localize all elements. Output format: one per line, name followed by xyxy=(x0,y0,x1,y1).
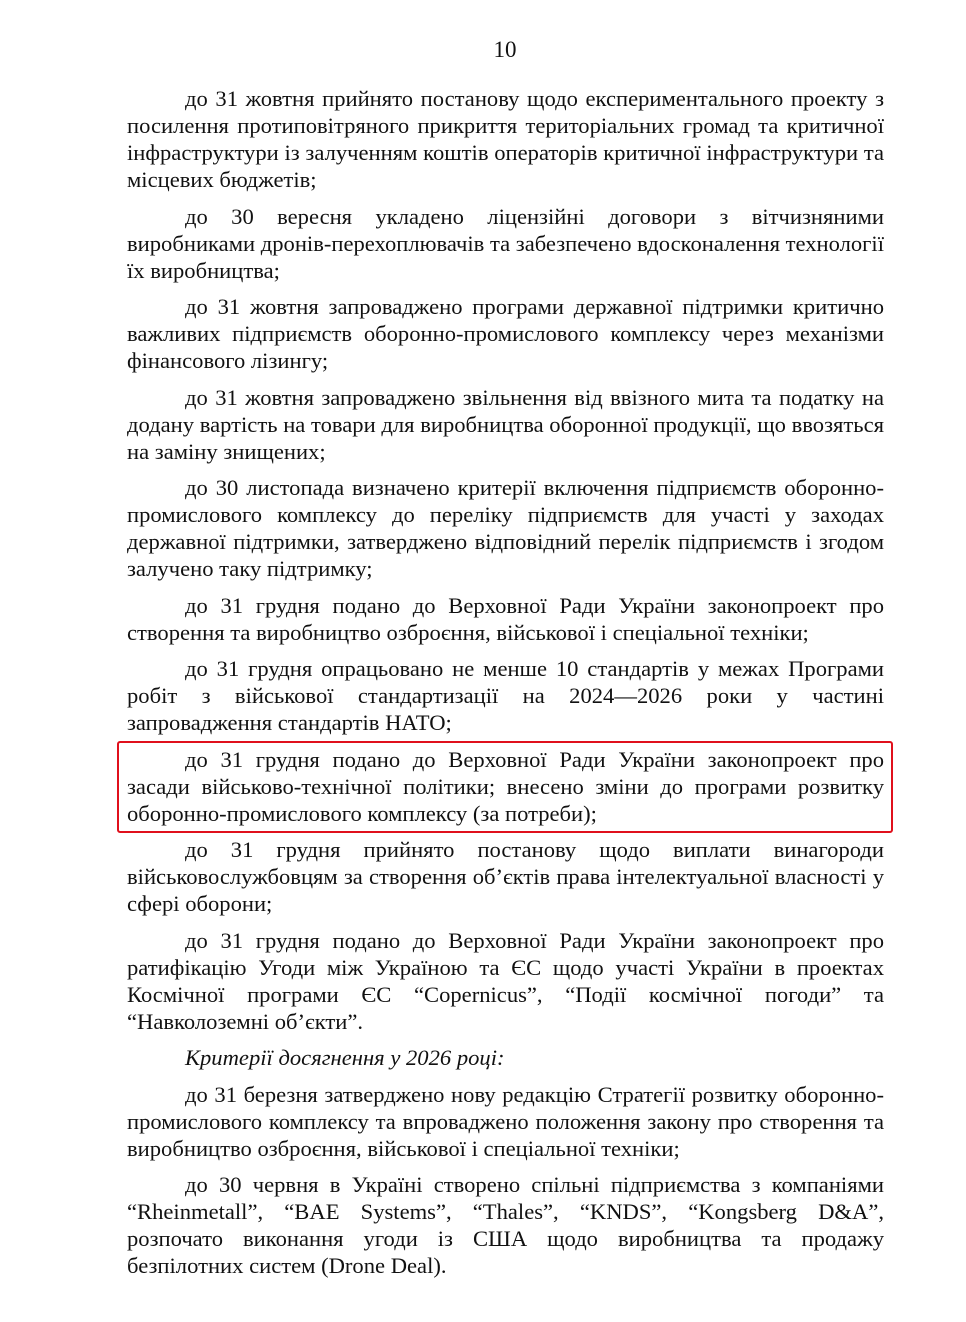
highlight-annotation-box xyxy=(117,741,893,833)
document-body xyxy=(127,85,884,1289)
paragraph-military-technical-policy: до 31 грудня подано до Верховної Ради України законопроект про засади військово-технічної політики; внесено зміни до програми розвитку оборонно-промислового комплексу (за потреби); xyxy=(127,746,884,826)
paragraph-nato-standards: до 31 грудня опрацьовано не менше 10 стандартів у межах Програми робіт з військової стандартизації на 2024—2026 роки у частині запровадження стандартів НАТО; xyxy=(127,656,884,735)
paragraph-enterprise-criteria: до 30 листопада визначено критерії включення підприємств оборонно-промислового комплексу до переліку підприємств для участі у заходах державної підтримки, затверджено відповідний перелік підприємств і згодом залучено таку підтримку; xyxy=(127,475,884,581)
paragraph-strategy-revision: до 31 березня затверджено нову редакцію Стратегії розвитку оборонно-промислового комплексу та впроваджено положення закону про створення та виробництво озброєння, військової і спеціальної техніки; xyxy=(127,1081,884,1161)
paragraph-joint-ventures: до 30 червня в Україні створено спільні підприємства з компаніями “Rheinmetall”, “BAE Systems”, “Thales”, “KNDS”, “Kongsberg D&A”, розпочато виконання угоди із США щодо виробництва та продажу безпілотних систем (Drone Deal). xyxy=(127,1172,884,1278)
paragraph-ip-reward: до 31 грудня прийнято постанову щодо виплати винагороди військовослужбовцям за створення об’єктів права інтелектуальної власності у сфері оборони; xyxy=(127,837,884,916)
paragraph-license-agreements: до 30 вересня укладено ліцензійні договори з вітчизняними виробниками дронів-перехоплювачів та забезпечено вдосконалення технології їх виробництва; xyxy=(127,203,884,283)
page-number: 10 xyxy=(493,37,517,62)
paragraph-air-defense: до 31 жовтня прийнято постанову щодо експериментального проекту з посилення протиповітряного прикриття територіальних громад та критичної інфраструктури із залученням коштів операторів критичної інфраструктури та місцевих бюджетів; xyxy=(127,86,884,192)
paragraph-weapons-bill: до 31 грудня подано до Верховної Ради України законопроект про створення та виробництво озброєння, військової і спеціальної техніки; xyxy=(127,592,884,645)
paragraph-state-support-leasing: до 31 жовтня запроваджено програми державної підтримки критично важливих підприємств оборонно-промислового комплексу через механізми фінансового лізингу; xyxy=(127,294,884,373)
section-heading-2026: Критерії досягнення у 2026 році: xyxy=(185,1045,505,1070)
paragraph-import-duty-exemption: до 31 жовтня запроваджено звільнення від ввізного мита та податку на додану вартість на товари для виробництва оборонної продукції, що ввозяться на заміну знищених; xyxy=(127,384,884,464)
paragraph-space-program: до 31 грудня подано до Верховної Ради України законопроект про ратифікацію Угоди між Україною та ЄС щодо участі України в проектах Космічної програми ЄС “Copernicus”, “Події космічної погоди” та “Навколоземні об’єкти”. xyxy=(127,927,884,1034)
